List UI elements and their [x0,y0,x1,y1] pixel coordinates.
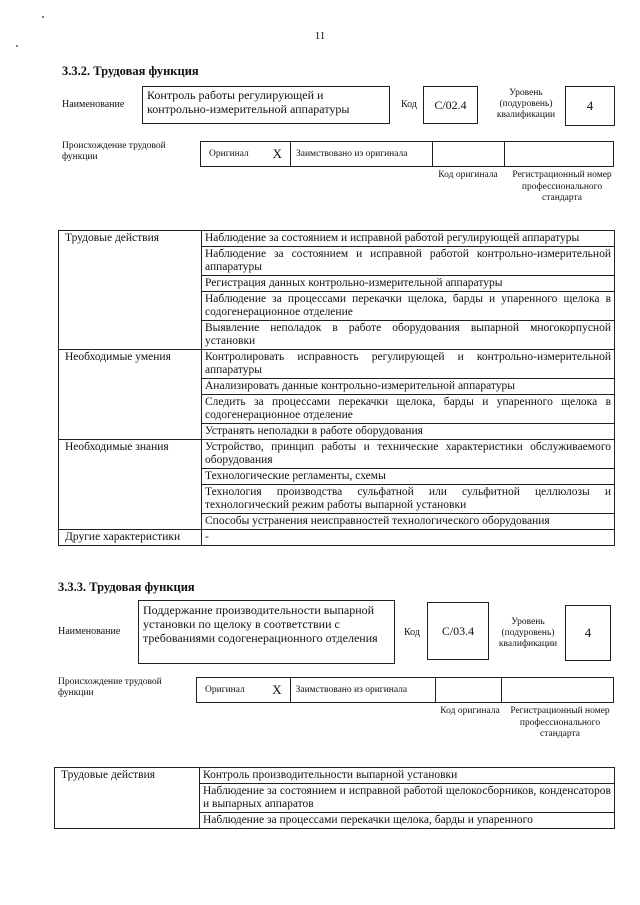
borrowed-cell [291,142,433,166]
reg-number-caption: Регистрационный номер профессионального стандарта [512,170,612,203]
table-cell: Наблюдение за состоянием и исправной работой регулирующей аппаратуры [202,231,615,247]
table-cell: Выявление неполадок в работе оборудования выпарной многокорпусной установки [202,321,615,350]
function-code: C/03.4 [427,602,489,660]
table-row [59,485,615,514]
level-label: Уровень (подуровень) квалификации [496,88,556,120]
table-row [59,231,615,247]
reg-number-caption: Регистрационный номер профессионального стандарта [510,706,610,739]
table-row [59,514,615,530]
name-label: Наименование [62,99,125,110]
table-cell: Технологические регламенты, схемы [202,469,615,485]
borrowed-label: Заимствовано из оригинала [296,148,408,159]
table-row [59,469,615,485]
group-header: Трудовые действия [59,231,202,247]
original-cell [201,142,291,166]
reg-number-cell [502,678,613,702]
original-cell [197,678,291,702]
table-cell: Контроль производительности выпарной установки [200,768,615,784]
table-row [59,321,615,350]
original-label: Оригинал [209,148,249,159]
group-header: Необходимые умения [59,350,202,379]
table-row [59,247,615,276]
table-cell: Наблюдение за процессами перекачки щелока, барды и упаренного щелока в содогенерационное отделение [202,292,615,321]
table-row [59,395,615,424]
table-cell: Наблюдение за состоянием и исправной работой контрольно-измерительной аппаратуры [202,247,615,276]
code-label: Код [404,627,420,638]
borrowed-label: Заимствовано из оригинала [295,684,408,695]
original-mark: X [272,682,282,697]
section-title: 3.3.3. Трудовая функция [58,580,195,594]
table-row [55,784,615,813]
table-cell: Наблюдение за процессами перекачки щелока, барды и упаренного [200,813,615,829]
borrowed-cell [291,678,436,702]
table-cell: Способы устранения неисправностей технологического оборудования [202,514,615,530]
group-header: Другие характеристики [59,530,202,546]
table-cell: Устройство, принцип работы и технические характеристики обслуживаемого оборудования [202,440,615,469]
origin-code-caption: Код оригинала [438,170,498,180]
code-label: Код [401,99,417,110]
section-title: 3.3.2. Трудовая функция [62,64,199,78]
table-row [59,350,615,379]
table-row [59,424,615,440]
table-row [55,768,615,784]
table-row [55,813,615,829]
reg-number-cell [505,142,613,166]
qualification-level: 4 [565,86,615,126]
original-label: Оригинал [205,684,245,695]
table-cell: Анализировать данные контрольно-измерительной аппаратуры [202,379,615,395]
function-name: Поддержание производительности выпарной установки по щелоку в соответствии с требованиями содогенерационного отделения [138,600,395,664]
scan-speck [16,45,18,47]
table-row [59,379,615,395]
name-label: Наименование [58,626,121,637]
scan-speck [42,16,44,18]
table-cell: - [202,530,615,546]
table-cell: Следить за процессами перекачки щелока, барды и упаренного щелока в содогенерационное отделение [202,395,615,424]
group-header: Трудовые действия [55,768,200,784]
origin-label: Происхождение трудовой функции [62,141,166,162]
original-mark: X [272,146,282,161]
function-name: Контроль работы регулирующей и контрольно-измерительной аппаратуры [142,86,390,124]
function-code: C/02.4 [423,86,478,124]
table-cell: Наблюдение за состоянием и исправной работой щелокосборников, конденсаторов и выпарных аппаратов [200,784,615,813]
qualification-level: 4 [565,605,611,661]
origin-row [196,677,614,703]
function-table [54,767,615,829]
table-row [59,530,615,546]
table-cell: Контролировать исправность регулирующей и контрольно-измерительной аппаратуры [202,350,615,379]
group-header: Необходимые знания [59,440,202,469]
level-label: Уровень (подуровень) квалификации [498,617,558,649]
origin-row [200,141,614,167]
origin-code-cell [436,678,502,702]
table-row [59,292,615,321]
table-row [59,440,615,469]
table-cell: Регистрация данных контрольно-измерительной аппаратуры [202,276,615,292]
table-row [59,276,615,292]
function-table [58,230,615,546]
page-number: 11 [314,30,326,42]
table-cell: Технология производства сульфатной или сульфитной целлюлозы и технологический режим работы выпарной установки [202,485,615,514]
table-cell: Устранять неполадки в работе оборудования [202,424,615,440]
origin-code-caption: Код оригинала [440,706,500,716]
origin-label: Происхождение трудовой функции [58,677,162,698]
origin-code-cell [433,142,505,166]
